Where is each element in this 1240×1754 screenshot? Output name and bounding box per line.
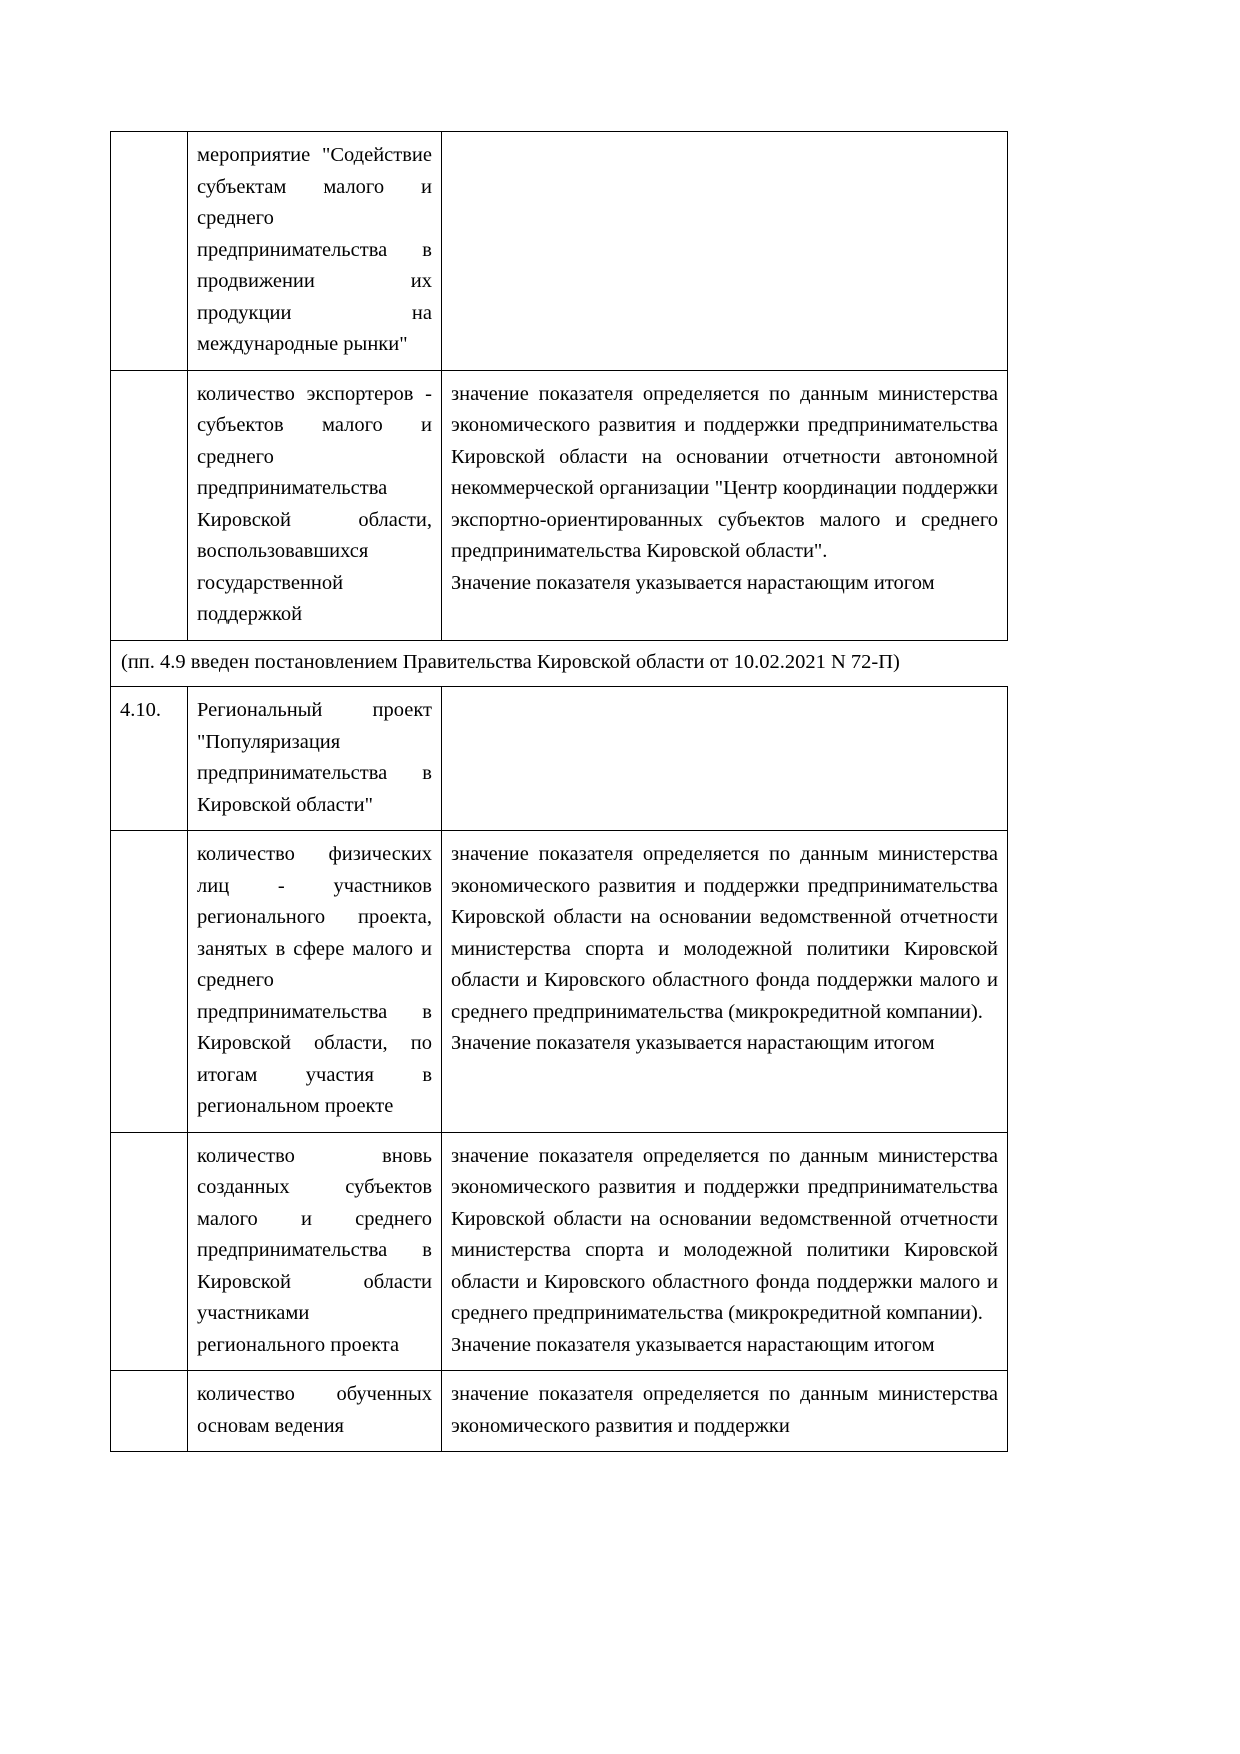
table-row: [111, 370, 1008, 640]
row-number-cell: [111, 831, 188, 1133]
description-paragraph: Значение показателя указывается нарастающим итогом: [451, 1333, 935, 1356]
table-row: [111, 1371, 1008, 1452]
project-name-cell: Региональный проект "Популяризация предпринимательства в Кировской области": [188, 687, 442, 831]
indicator-description-cell: [442, 831, 1008, 1133]
amendment-note: [110, 641, 950, 687]
amendment-note-text: (пп. 4.9 введен постановлением Правительства Кировской области от 10.02.2021 N 72-П): [121, 650, 900, 673]
row-number-cell: [111, 1132, 188, 1371]
indicator-name-cell: количество обученных основам ведения: [188, 1371, 442, 1452]
row-number-cell: [111, 1371, 188, 1452]
row-number-cell: [111, 370, 188, 640]
table-row: [111, 1132, 1008, 1371]
description-paragraph: Значение показателя указывается нарастающим итогом: [451, 1032, 935, 1054]
description-paragraph: значение показателя определяется по данным министерства экономического развития и поддержки: [451, 1383, 998, 1437]
project-description-cell: [442, 687, 1008, 831]
indicator-name-cell: количество вновь созданных субъектов малого и среднего предпринимательства в Кировской области участниками регионального проекта: [188, 1132, 442, 1371]
table-row: [111, 687, 1008, 831]
indicator-description-cell: [442, 370, 1008, 640]
indicator-description-cell: [442, 132, 1008, 371]
description-paragraph: Значение показателя указывается нарастающим итогом: [451, 571, 935, 594]
row-number-cell: [111, 132, 188, 371]
table-row: [111, 132, 1008, 371]
indicator-description-cell: [442, 1371, 1008, 1452]
description-paragraph: значение показателя определяется по данным министерства экономического развития и поддержки предпринимательства Кировской области на основании ведомственной отчетности министерства спорта и молодежной политики Кировской области и Кировского областного фонда поддержки малого и среднего предпринимательства (микрокредитной компании).: [451, 1144, 998, 1324]
table-section-4-10: [110, 686, 1008, 1452]
row-number-cell: 4.10.: [111, 687, 188, 831]
document-body: [110, 131, 998, 1452]
indicator-description-cell: [442, 1132, 1008, 1371]
description-paragraph: значение показателя определяется по данным министерства экономического развития и поддержки предпринимательства Кировской области на основании ведомственной отчетности министерства спорта и молодежной политики Кировской области и Кировского областного фонда поддержки малого и среднего предпринимательства (микрокредитной компании).: [451, 843, 998, 1023]
indicator-name-cell: мероприятие "Содействие субъектам малого и среднего предпринимательства в продвижении их продукции на международные рынки": [188, 132, 442, 371]
indicator-name-cell: количество экспортеров - субъектов малого и среднего предпринимательства Кировской области, воспользовавшихся государственной поддержкой: [188, 370, 442, 640]
table-section-4-9: [110, 131, 1008, 641]
table-row: [111, 831, 1008, 1133]
indicator-name-cell: количество физических лиц - участников регионального проекта, занятых в сфере малого и среднего предпринимательства в Кировской области, по итогам участия в региональном проекте: [188, 831, 442, 1133]
description-paragraph: значение показателя определяется по данным министерства экономического развития и поддержки предпринимательства Кировской области на основании отчетности автономной некоммерческой организации "Центр координации поддержки экспортно-ориентированных субъектов малого и среднего предпринимательства Кировской области".: [451, 382, 998, 562]
